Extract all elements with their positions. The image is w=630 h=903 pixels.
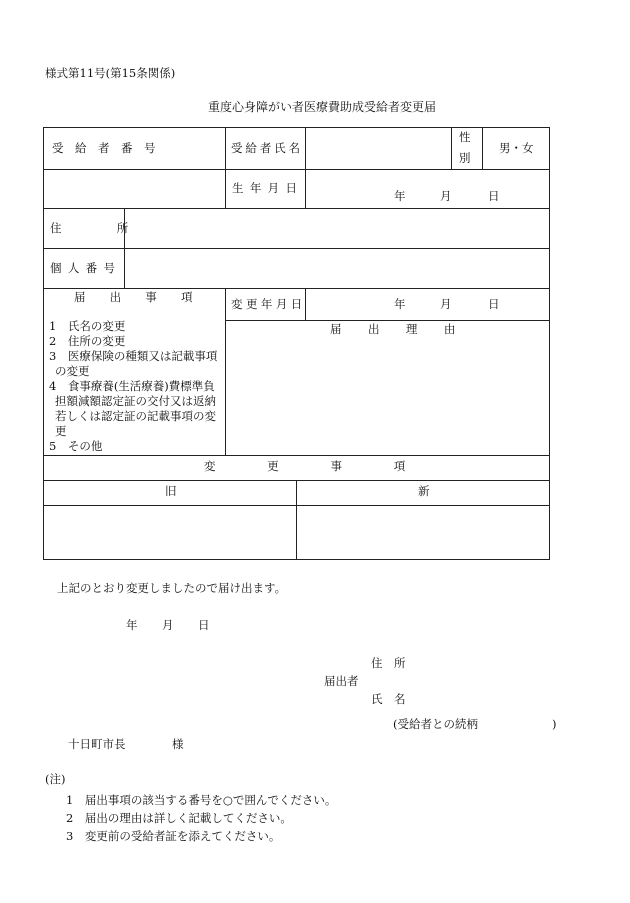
list-item[interactable]: 3 医療保険の種類又は記載事項	[49, 349, 218, 363]
list-item[interactable]: 4 食事療養(生活療養)費標準負	[49, 379, 215, 393]
list-item[interactable]: 5 その他	[49, 439, 103, 453]
list-item[interactable]: 若しくは認定証の記載事項の変	[55, 409, 216, 423]
submission-month-unit: 月	[162, 618, 174, 632]
personal-number-label: 個人番号	[50, 261, 122, 275]
form-number: 様式第11号(第15条関係)	[45, 66, 176, 80]
recipient-name-label: 受給者氏名	[231, 141, 303, 155]
birth-year-unit: 年	[394, 189, 406, 203]
notes-heading: (注)	[45, 772, 66, 786]
change-month-unit: 月	[440, 297, 452, 311]
list-item[interactable]: 担額減額認定証の交付又は返納	[55, 394, 216, 408]
sex-label-bottom: 別	[459, 151, 471, 165]
mayor-addressee: 十日町市長	[68, 737, 126, 751]
note-item: 1 届出事項の該当する番号を○で囲んでください。	[66, 793, 337, 807]
applicant-label: 届出者	[324, 674, 359, 688]
change-items-label: 変更事項	[204, 459, 457, 473]
applicant-name-label: 氏 名	[371, 692, 406, 706]
change-year-unit: 年	[394, 297, 406, 311]
note-item: 3 変更前の受給者証を添えてください。	[66, 829, 281, 843]
honorific: 様	[172, 737, 184, 751]
notification-items-label: 届出事項	[74, 290, 217, 304]
old-label: 旧	[165, 484, 177, 498]
address-field[interactable]	[125, 209, 549, 248]
recipient-number-label: 受 給 者 番 号	[52, 141, 156, 155]
birth-month-unit: 月	[440, 189, 452, 203]
personal-number-field[interactable]	[125, 249, 549, 288]
statement-text: 上記のとおり変更しましたので届け出ます。	[57, 581, 287, 595]
submission-year-unit: 年	[126, 618, 138, 632]
birth-date-label: 生年月日	[232, 181, 304, 195]
new-value-field[interactable]	[297, 506, 549, 559]
list-item[interactable]: 2 住所の変更	[49, 334, 126, 348]
note-item: 2 届出の理由は詳しく記載してください。	[66, 811, 292, 825]
recipient-name-field[interactable]	[306, 128, 451, 169]
recipient-number-field[interactable]	[44, 170, 225, 208]
reason-field[interactable]	[226, 340, 549, 455]
submission-day-unit: 日	[198, 618, 210, 632]
list-item[interactable]: の変更	[55, 364, 90, 378]
new-label: 新	[418, 484, 430, 498]
relationship-label: (受給者との続柄	[393, 717, 478, 731]
sex-label-top: 性	[459, 130, 471, 144]
change-date-label: 変更年月日	[231, 297, 306, 311]
list-item[interactable]: 1 氏名の変更	[49, 319, 126, 333]
reason-label: 届出理由	[330, 322, 482, 336]
old-value-field[interactable]	[44, 506, 296, 559]
relationship-close: )	[552, 717, 557, 731]
birth-day-unit: 日	[488, 189, 500, 203]
address-label: 住 所	[50, 221, 151, 235]
applicant-address-label: 住 所	[371, 656, 406, 670]
change-day-unit: 日	[488, 297, 500, 311]
list-item[interactable]: 更	[55, 424, 67, 438]
sex-options[interactable]: 男・女	[499, 141, 534, 155]
form-title: 重度心身障がい者医療費助成受給者変更届	[208, 100, 437, 114]
